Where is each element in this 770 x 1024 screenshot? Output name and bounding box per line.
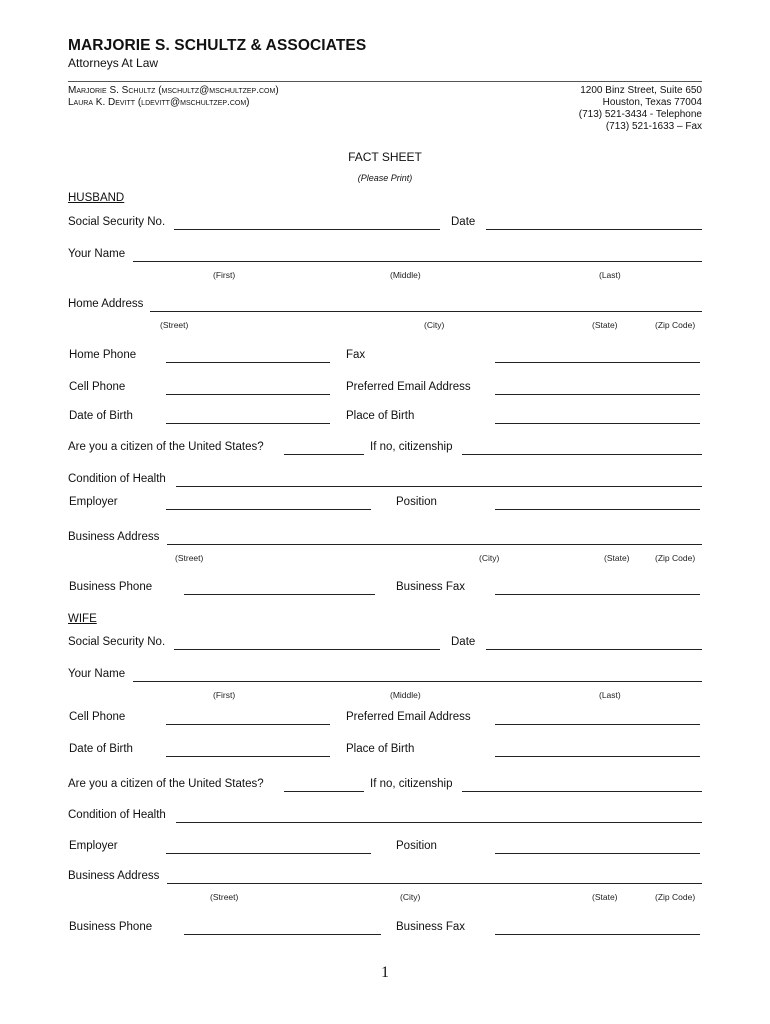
husband-first-caption: (First) <box>213 270 236 280</box>
husband-biz-city-caption: (City) <box>479 553 500 563</box>
wife-email-label: Preferred Email Address <box>346 711 471 723</box>
wife-heading: WIFE <box>68 613 97 625</box>
wife-pob-label: Place of Birth <box>346 743 415 755</box>
husband-pob-label: Place of Birth <box>346 410 415 422</box>
husband-business-phone-field[interactable] <box>184 594 375 595</box>
husband-employer-field[interactable] <box>166 509 371 510</box>
husband-email-field[interactable] <box>495 394 700 395</box>
address-telephone: (713) 521-3434 - Telephone <box>578 109 702 120</box>
wife-ssn-label: Social Security No. <box>68 636 166 648</box>
husband-health-label: Condition of Health <box>68 473 166 485</box>
wife-citizenship-label: If no, citizenship <box>370 778 453 790</box>
husband-biz-state-caption: (State) <box>604 553 630 563</box>
husband-pob-field[interactable] <box>495 423 700 424</box>
wife-biz-city-caption: (City) <box>400 892 421 902</box>
husband-state-caption: (State) <box>592 320 618 330</box>
husband-biz-street-caption: (Street) <box>175 553 204 563</box>
form-title: FACT SHEET <box>348 150 422 164</box>
wife-business-address-field[interactable] <box>167 883 702 884</box>
husband-zip-caption: (Zip Code) <box>655 320 696 330</box>
husband-health-field[interactable] <box>176 486 702 487</box>
husband-home-address-field[interactable] <box>150 311 702 312</box>
wife-position-label: Position <box>396 840 437 852</box>
husband-home-phone-field[interactable] <box>166 362 330 363</box>
husband-home-phone-label: Home Phone <box>69 349 137 361</box>
husband-citizen-label: Are you a citizen of the United States? <box>68 441 264 453</box>
husband-date-field[interactable] <box>486 229 702 230</box>
husband-street-caption: (Street) <box>160 320 189 330</box>
form-instruction: (Please Print) <box>357 173 413 183</box>
husband-cell-phone-field[interactable] <box>166 394 330 395</box>
husband-dob-label: Date of Birth <box>69 410 133 422</box>
wife-biz-state-caption: (State) <box>592 892 618 902</box>
attorney-2: Laura K. Devitt (ldevitt@mschultzep.com) <box>68 97 250 108</box>
wife-business-phone-field[interactable] <box>184 934 381 935</box>
wife-last-caption: (Last) <box>599 690 621 700</box>
wife-citizen-label: Are you a citizen of the United States? <box>68 778 264 790</box>
husband-business-fax-label: Business Fax <box>396 581 466 593</box>
husband-business-address-label: Business Address <box>68 531 160 543</box>
husband-email-label: Preferred Email Address <box>346 381 471 393</box>
address-line-1: 1200 Binz Street, Suite 650 <box>580 85 702 96</box>
husband-middle-caption: (Middle) <box>390 270 421 280</box>
wife-employer-label: Employer <box>69 840 118 852</box>
husband-business-phone-label: Business Phone <box>69 581 153 593</box>
wife-name-field[interactable] <box>133 681 702 682</box>
husband-citizen-field[interactable] <box>284 454 364 455</box>
wife-employer-field[interactable] <box>166 853 371 854</box>
wife-pob-field[interactable] <box>495 756 700 757</box>
wife-citizenship-field[interactable] <box>462 791 702 792</box>
firm-subtitle: Attorneys At Law <box>68 56 159 70</box>
husband-ssn-label: Social Security No. <box>68 216 166 228</box>
wife-middle-caption: (Middle) <box>390 690 421 700</box>
husband-fax-label: Fax <box>346 349 366 361</box>
wife-cell-phone-label: Cell Phone <box>69 711 126 723</box>
husband-citizenship-field[interactable] <box>462 454 702 455</box>
husband-name-field[interactable] <box>133 261 702 262</box>
husband-position-field[interactable] <box>495 509 700 510</box>
wife-cell-phone-field[interactable] <box>166 724 330 725</box>
address-line-2: Houston, Texas 77004 <box>602 97 702 108</box>
wife-ssn-field[interactable] <box>174 649 440 650</box>
husband-date-label: Date <box>451 216 476 228</box>
wife-date-field[interactable] <box>486 649 702 650</box>
husband-employer-label: Employer <box>69 496 118 508</box>
wife-health-field[interactable] <box>176 822 702 823</box>
attorney-1: Marjorie S. Schultz (mschultz@mschultzep.com) <box>68 85 279 96</box>
wife-dob-field[interactable] <box>166 756 330 757</box>
wife-first-caption: (First) <box>213 690 236 700</box>
husband-dob-field[interactable] <box>166 423 330 424</box>
husband-position-label: Position <box>396 496 437 508</box>
wife-business-address-label: Business Address <box>68 870 160 882</box>
husband-city-caption: (City) <box>424 320 445 330</box>
husband-business-address-field[interactable] <box>167 544 702 545</box>
husband-biz-zip-caption: (Zip Code) <box>655 553 696 563</box>
page-number: 1 <box>381 964 389 981</box>
wife-health-label: Condition of Health <box>68 809 166 821</box>
wife-position-field[interactable] <box>495 853 700 854</box>
wife-biz-zip-caption: (Zip Code) <box>655 892 696 902</box>
husband-name-label: Your Name <box>68 248 126 260</box>
wife-citizen-field[interactable] <box>284 791 364 792</box>
husband-citizenship-label: If no, citizenship <box>370 441 453 453</box>
husband-cell-phone-label: Cell Phone <box>69 381 126 393</box>
husband-home-address-label: Home Address <box>68 298 144 310</box>
husband-last-caption: (Last) <box>599 270 621 280</box>
husband-business-fax-field[interactable] <box>495 594 700 595</box>
husband-fax-field[interactable] <box>495 362 700 363</box>
wife-email-field[interactable] <box>495 724 700 725</box>
wife-business-fax-label: Business Fax <box>396 921 466 933</box>
firm-name: MARJORIE S. SCHULTZ & ASSOCIATES <box>68 37 367 54</box>
husband-heading: HUSBAND <box>68 192 125 204</box>
husband-ssn-field[interactable] <box>174 229 440 230</box>
wife-biz-street-caption: (Street) <box>210 892 239 902</box>
wife-business-phone-label: Business Phone <box>69 921 153 933</box>
wife-name-label: Your Name <box>68 668 126 680</box>
wife-business-fax-field[interactable] <box>495 934 700 935</box>
wife-dob-label: Date of Birth <box>69 743 133 755</box>
address-fax: (713) 521-1633 – Fax <box>605 121 702 132</box>
header-rule <box>68 81 702 82</box>
wife-date-label: Date <box>451 636 476 648</box>
